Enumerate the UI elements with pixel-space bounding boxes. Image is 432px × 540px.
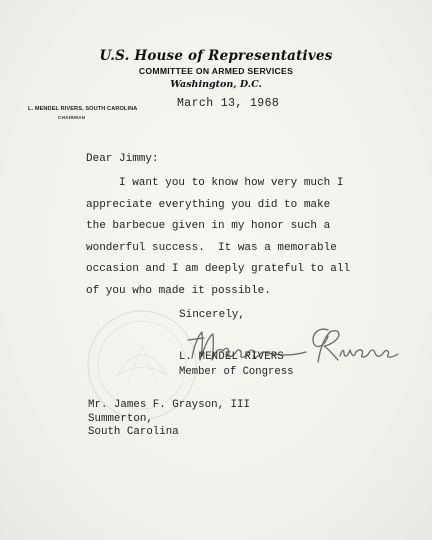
body-line: the barbecue given in my honor such a — [86, 220, 331, 233]
letterhead-chairman-title: CHAIRMAN — [58, 115, 86, 120]
body-line: appreciate everything you did to make — [86, 198, 331, 211]
recipient-address — [88, 399, 250, 440]
body-line: wonderful success. It was a memorable — [86, 241, 337, 254]
signer-name: L. MENDEL RIVERS — [179, 351, 284, 363]
address-line: Mr. James F. Grayson, III — [88, 399, 250, 411]
letter-body — [86, 173, 350, 303]
letterhead-committee: COMMITTEE ON ARMED SERVICES — [138, 66, 294, 76]
letterhead-city: Washington, D.C. — [170, 79, 262, 90]
address-line: South Carolina — [88, 426, 179, 438]
address-line: Summerton, — [88, 412, 153, 425]
handwritten-signature — [178, 322, 408, 372]
letterhead-chairman-name: L. MENDEL RIVERS, SOUTH CAROLINA — [28, 106, 138, 112]
closing: Sincerely, — [179, 309, 246, 321]
salutation: Dear Jimmy: — [86, 153, 159, 165]
signer-title: Member of Congress — [179, 366, 294, 378]
body-line: occasion and I am deeply grateful to all — [86, 263, 351, 276]
body-line: I want you to know how very much I — [86, 177, 344, 189]
body-line: of you who made it possible. — [86, 284, 271, 297]
letterhead-title: U.S. House of Representatives — [99, 48, 333, 64]
letter-date: March 13, 1968 — [177, 97, 280, 110]
